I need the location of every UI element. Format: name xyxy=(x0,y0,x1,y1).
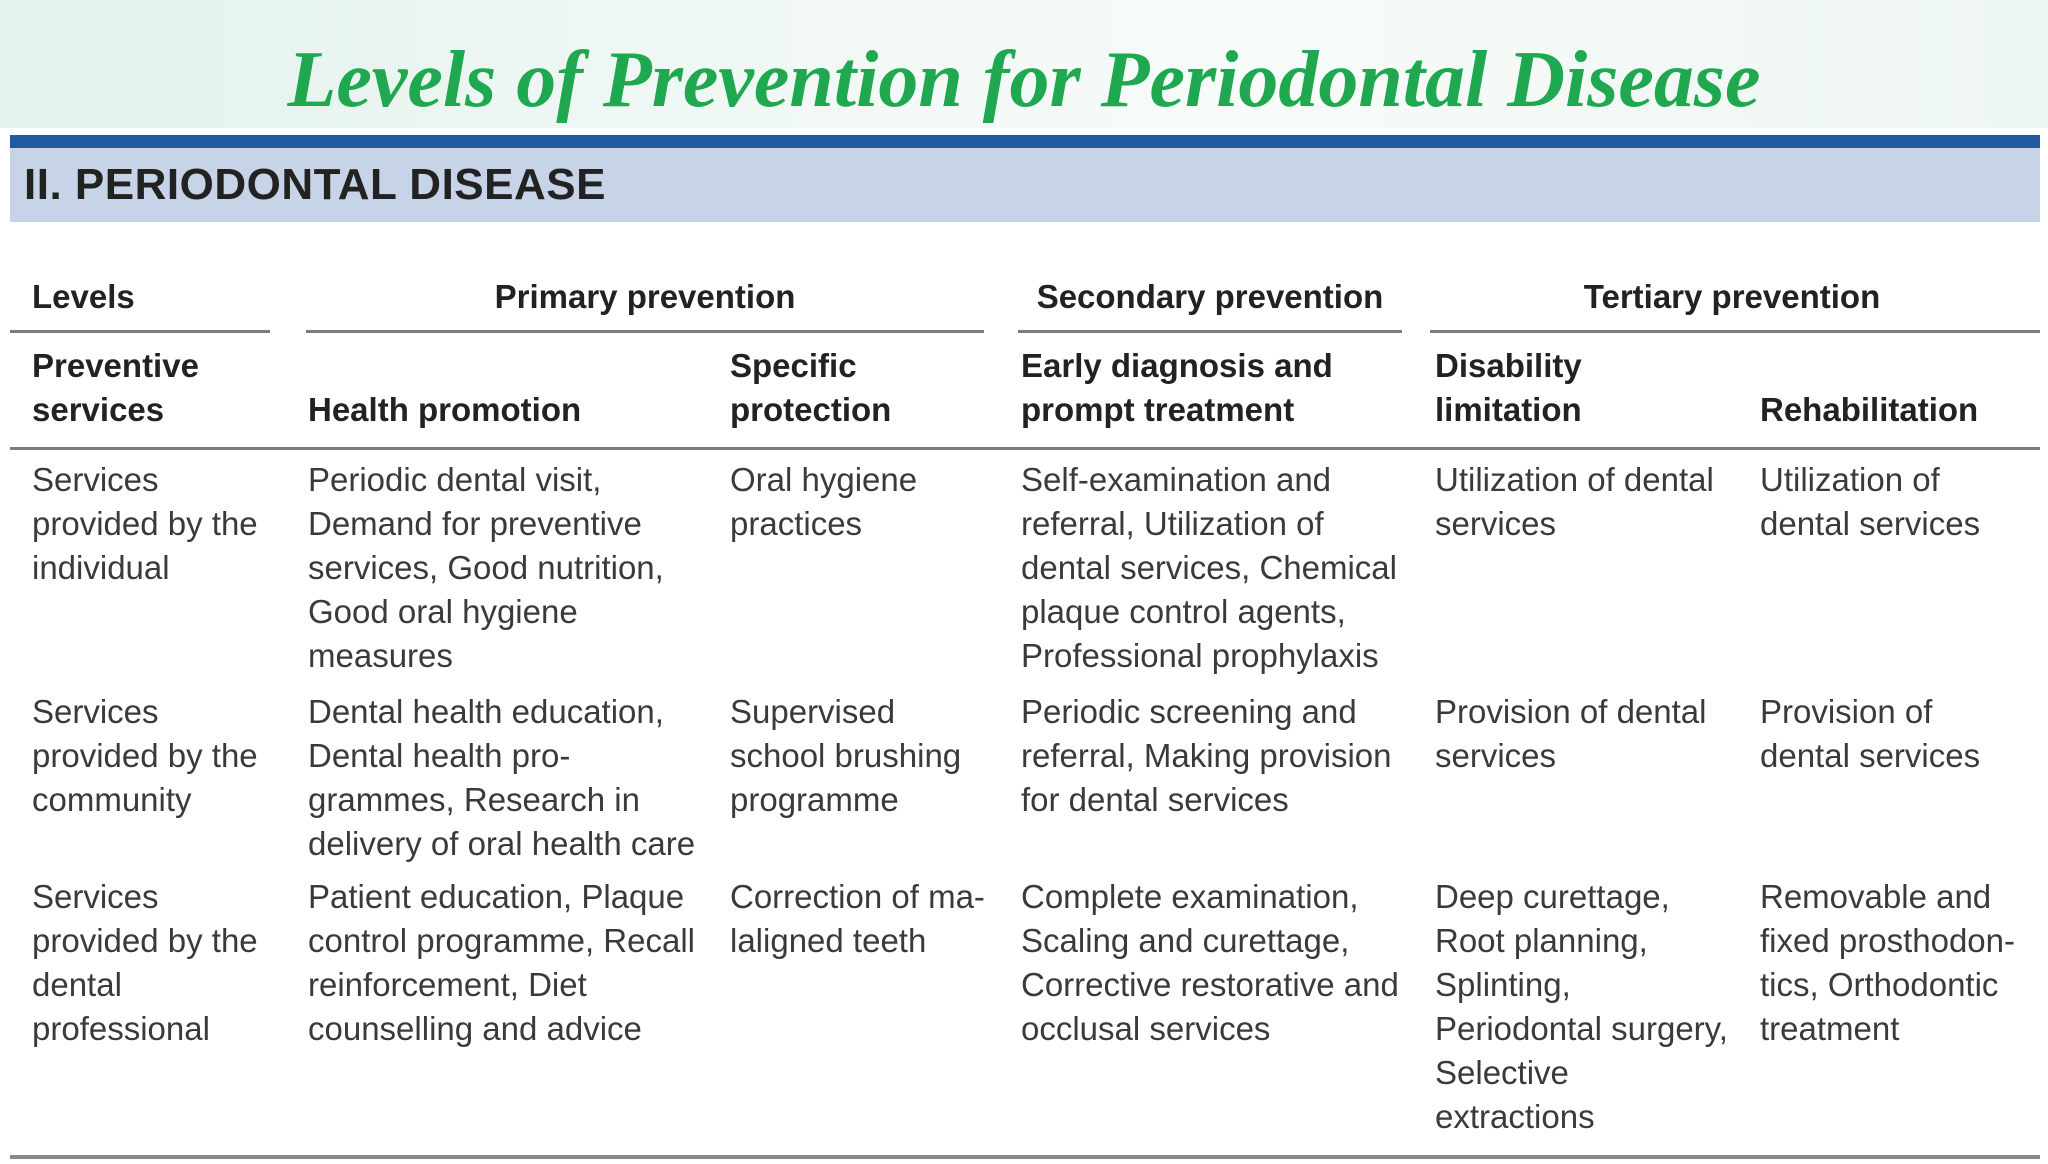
row-individual-early-diagnosis: Self-examination and referral, Utilization of dental services, Chemical plaque control agents, Professional prophylaxis xyxy=(1021,461,1397,674)
row-community-level: Services provided by the community xyxy=(32,693,258,818)
row-professional-early-diagnosis: Complete examination, Scaling and curettage, Corrective restorative and occlusal services xyxy=(1021,878,1399,1047)
primary-prevention-header: Primary prevention xyxy=(494,278,796,315)
slide-title: Levels of Prevention for Periodontal Disease xyxy=(287,36,1761,124)
row-individual-specific-protection: Oral hygiene practices xyxy=(730,461,918,542)
table-bottom-rule xyxy=(10,1155,2040,1159)
row-individual-level: Services provided by the individual xyxy=(32,461,258,586)
section-top-rule xyxy=(10,135,2040,148)
secondary-header-rule xyxy=(1018,330,1402,333)
preventive-services-header: Preventive services xyxy=(32,347,199,428)
levels-header-rule xyxy=(10,330,270,333)
row-community-early-diagnosis: Periodic screening and referral, Making provision for dental services xyxy=(1021,693,1392,818)
row-professional-rehabilitation: Removable and fixed prosthodon- tics, Orthodontic treatment xyxy=(1760,878,2015,1047)
subheader-rule xyxy=(10,447,2040,450)
row-professional-specific-protection: Correction of ma- laligned teeth xyxy=(730,878,985,959)
row-professional-level: Services provided by the dental professional xyxy=(32,878,258,1047)
row-individual-health-promotion: Periodic dental visit, Demand for preventive services, Good nutrition, Good oral hygiene measures xyxy=(308,461,664,674)
row-community-rehabilitation: Provision of dental services xyxy=(1760,693,1981,774)
row-individual-rehabilitation: Utilization of dental services xyxy=(1760,461,1981,542)
row-community-health-promotion: Dental health education, Dental health pro- grammes, Research in delivery of oral health care xyxy=(308,693,696,862)
rehabilitation-header: Rehabilitation xyxy=(1760,391,1979,428)
health-promotion-header: Health promotion xyxy=(308,391,582,428)
disability-limitation-header: Disability limitation xyxy=(1435,347,1582,428)
row-community-disability-limitation: Provision of dental services xyxy=(1435,693,1707,774)
row-professional-health-promotion: Patient education, Plaque control programme, Recall reinforcement, Diet counselling and advice xyxy=(308,878,695,1047)
row-professional-disability-limitation: Deep curettage, Root planning, Splinting, Periodontal surgery, Selective extractions xyxy=(1435,878,1728,1135)
early-diagnosis-header: Early diagnosis and prompt treatment xyxy=(1021,347,1333,428)
tertiary-prevention-header: Tertiary prevention xyxy=(1583,278,1881,315)
levels-header: Levels xyxy=(32,278,135,315)
secondary-prevention-header: Secondary prevention xyxy=(1036,278,1384,315)
row-individual-disability-limitation: Utilization of dental services xyxy=(1435,461,1714,542)
tertiary-header-rule xyxy=(1430,330,2040,333)
primary-header-rule xyxy=(306,330,984,333)
row-community-specific-protection: Supervised school brushing programme xyxy=(730,693,962,818)
specific-protection-header: Specific protection xyxy=(730,347,892,428)
section-title: II. PERIODONTAL DISEASE xyxy=(24,160,606,209)
